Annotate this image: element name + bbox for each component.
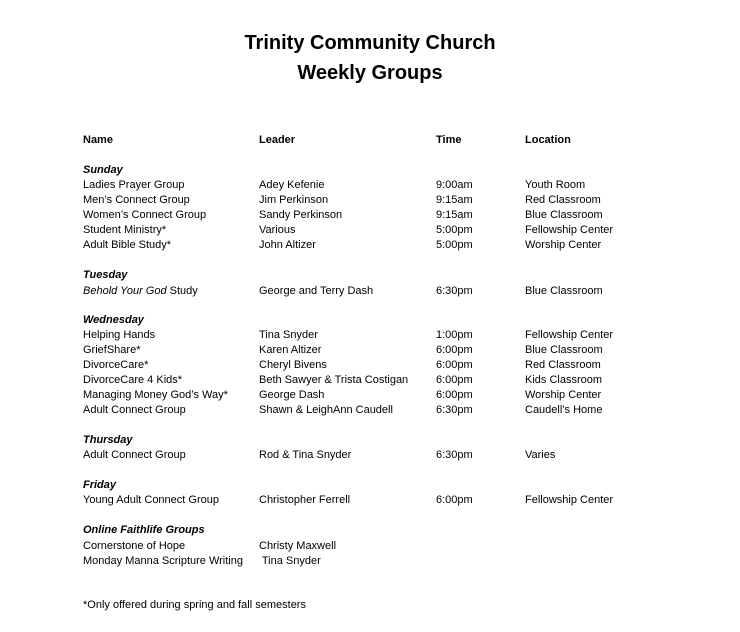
- group-name-suffix: Study: [166, 285, 198, 297]
- header-leader: Leader: [259, 134, 296, 146]
- group-location: Caudell’s Home: [525, 404, 603, 416]
- group-leader: Karen Altizer: [259, 344, 322, 356]
- section-wednesday: Wednesday: [83, 314, 144, 326]
- group-name: [83, 284, 198, 299]
- table-row: [0, 223, 740, 238]
- group-location: Red Classroom: [525, 359, 601, 371]
- table-row: [0, 208, 740, 223]
- group-leader: Christopher Ferrell: [259, 494, 351, 506]
- group-leader: Christy Maxwell: [259, 540, 337, 552]
- group-time: 6:00pm: [436, 359, 473, 371]
- section-sunday: Sunday: [83, 164, 123, 176]
- document-title: Trinity Community Church: [244, 32, 496, 54]
- group-location: Fellowship Center: [525, 224, 614, 236]
- table-row: [0, 343, 740, 358]
- section-tuesday: Tuesday: [83, 269, 128, 281]
- group-location: Kids Classroom: [525, 374, 603, 386]
- group-name: DivorceCare*: [83, 359, 149, 371]
- group-name-title: Behold Your God: [83, 285, 167, 297]
- group-location: Varies: [525, 449, 556, 461]
- group-location: Blue Classroom: [525, 344, 603, 356]
- group-leader: Shawn & LeighAnn Caudell: [259, 404, 393, 416]
- group-leader: Adey Kefenie: [259, 179, 325, 191]
- group-time: 9:15am: [436, 209, 473, 221]
- group-name: Adult Connect Group: [83, 449, 186, 461]
- group-name: Managing Money God’s Way*: [83, 389, 228, 401]
- group-leader: Jim Perkinson: [259, 194, 329, 206]
- group-leader: George Dash: [259, 389, 325, 401]
- group-time: 6:00pm: [436, 494, 473, 506]
- table-row: [0, 358, 740, 373]
- group-name: Helping Hands: [83, 329, 156, 341]
- group-name: Young Adult Connect Group: [83, 494, 219, 506]
- group-location: Worship Center: [525, 239, 602, 251]
- table-row: [0, 493, 740, 508]
- group-time: 5:00pm: [436, 224, 473, 236]
- section-thursday: Thursday: [83, 434, 133, 446]
- group-leader: Rod & Tina Snyder: [259, 449, 352, 461]
- table-row: [0, 539, 740, 554]
- section-friday: Friday: [83, 479, 117, 491]
- group-location: Fellowship Center: [525, 329, 614, 341]
- group-leader: John Altizer: [259, 239, 316, 251]
- footnote: *Only offered during spring and fall semesters: [83, 599, 306, 611]
- group-name: DivorceCare 4 Kids*: [83, 374, 183, 386]
- group-location: Blue Classroom: [525, 209, 603, 221]
- group-time: 9:15am: [436, 194, 473, 206]
- group-time: 9:00am: [436, 179, 473, 191]
- group-leader: Tina Snyder: [259, 555, 321, 567]
- table-row: [0, 448, 740, 463]
- group-leader: Sandy Perkinson: [259, 209, 343, 221]
- header-name: Name: [83, 134, 113, 146]
- group-time: 1:00pm: [436, 329, 473, 341]
- group-leader: George and Terry Dash: [259, 285, 374, 297]
- table-row: [0, 178, 740, 193]
- group-name: Ladies Prayer Group: [83, 179, 185, 191]
- table-row: [0, 193, 740, 208]
- group-time: 6:00pm: [436, 344, 473, 356]
- group-leader: Cheryl Bivens: [259, 359, 327, 371]
- table-row: [0, 284, 740, 299]
- table-row: [0, 238, 740, 253]
- table-row: [0, 373, 740, 388]
- document-subtitle: Weekly Groups: [297, 62, 443, 84]
- group-time: 6:00pm: [436, 374, 473, 386]
- group-location: Worship Center: [525, 389, 602, 401]
- header-time: Time: [436, 134, 462, 146]
- group-leader: Various: [259, 224, 296, 236]
- table-row: [0, 403, 740, 418]
- group-name: Adult Connect Group: [83, 404, 186, 416]
- group-time: 6:30pm: [436, 449, 473, 461]
- group-time: 6:00pm: [436, 389, 473, 401]
- group-location: Blue Classroom: [525, 285, 603, 297]
- group-name: GriefShare*: [83, 344, 141, 356]
- group-leader: Tina Snyder: [259, 329, 318, 341]
- group-location: Youth Room: [525, 179, 586, 191]
- group-name: Adult Bible Study*: [83, 239, 172, 251]
- group-name: Monday Manna Scripture Writing: [83, 555, 243, 567]
- header-location: Location: [525, 134, 571, 146]
- group-name: Women’s Connect Group: [83, 209, 207, 221]
- group-name: Student Ministry*: [83, 224, 167, 236]
- group-name: Men’s Connect Group: [83, 194, 190, 206]
- group-location: Fellowship Center: [525, 494, 614, 506]
- section-online-faithlife-groups: Online Faithlife Groups: [83, 524, 205, 536]
- table-row: [0, 554, 740, 569]
- table-header: [0, 133, 740, 148]
- table-row: [0, 388, 740, 403]
- group-name: Cornerstone of Hope: [83, 540, 186, 552]
- group-time: 5:00pm: [436, 239, 473, 251]
- group-location: Red Classroom: [525, 194, 601, 206]
- table-row: [0, 328, 740, 343]
- group-leader: Beth Sawyer & Trista Costigan: [259, 374, 409, 386]
- group-time: 6:30pm: [436, 285, 473, 297]
- group-time: 6:30pm: [436, 404, 473, 416]
